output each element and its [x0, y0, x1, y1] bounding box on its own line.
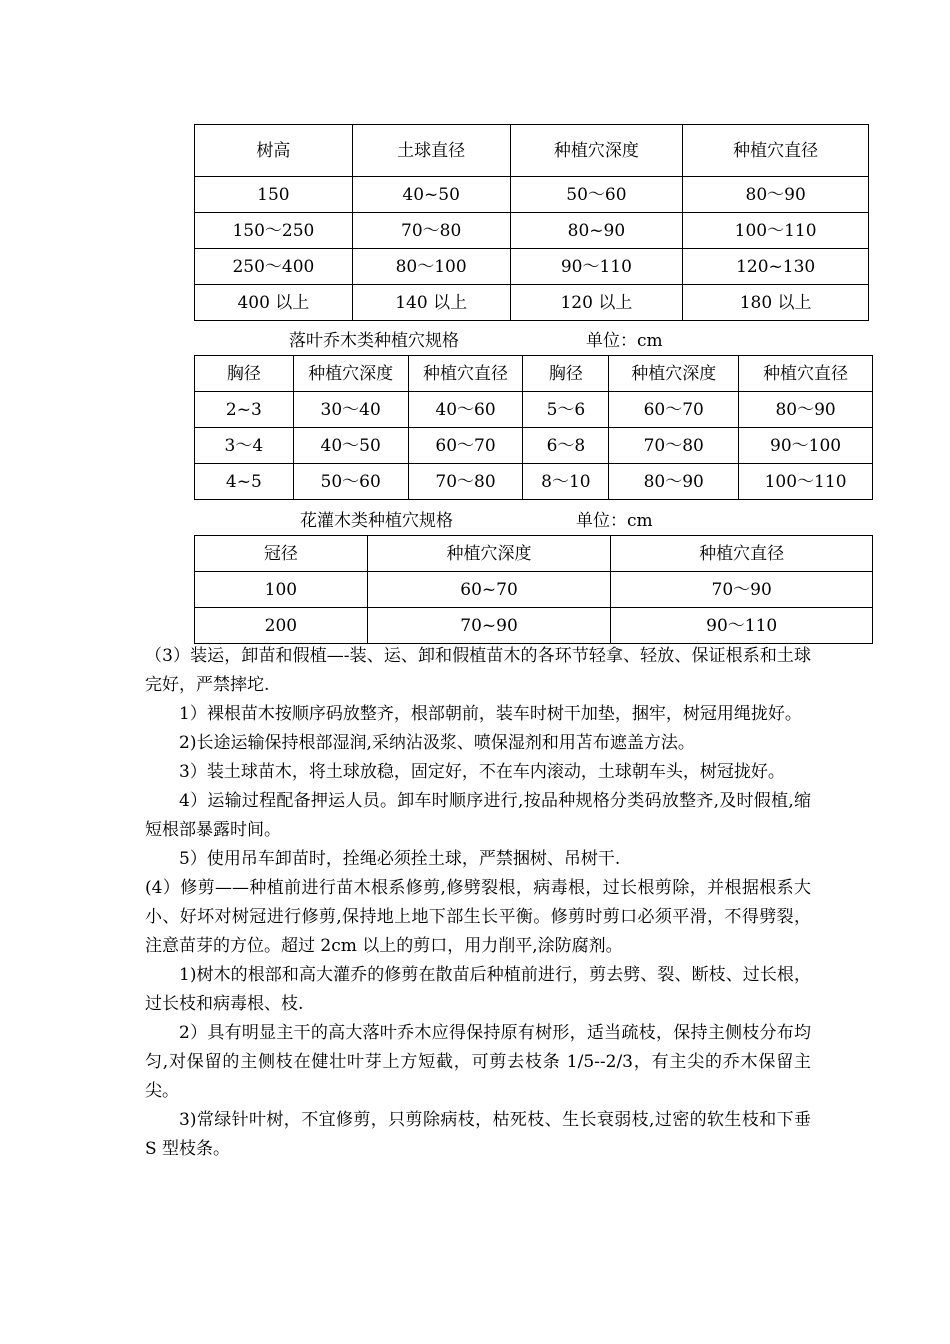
deciduous-tree-caption	[289, 331, 663, 351]
table-cell: 70～80	[408, 464, 523, 500]
header-cell: 种植穴深度	[609, 356, 739, 392]
section-heading-loading: （3）装运，卸苗和假植—-装、运、卸和假植苗木的各环节轻拿、轻放、保证根系和土球完好，严禁摔坨.	[145, 646, 811, 695]
caption-title: 花灌木类种植穴规格	[300, 511, 453, 531]
table-cell: 100～110	[683, 213, 869, 249]
table-cell: 2~3	[195, 392, 294, 428]
table-cell: 40～60	[408, 392, 523, 428]
header-cell: 胸径	[523, 356, 609, 392]
header-cell: 冠径	[195, 536, 368, 572]
table-header-row	[195, 356, 873, 392]
table-cell: 5～6	[523, 392, 609, 428]
table-cell: 60~70	[367, 572, 611, 608]
section-heading-pruning: (4）修剪——种植前进行苗木根系修剪,修劈裂根，病毒根，过长根剪除，并根据根系大小、好坏对树冠进行修剪,保持地上地下部生长平衡。修剪时剪口必须平滑，不得劈裂，注意苗芽的方位。超过 2cm 以上的剪口，用力削平,涂防腐剂。	[145, 878, 811, 956]
table-cell: 30～40	[293, 392, 408, 428]
table-cell: 8～10	[523, 464, 609, 500]
header-cell: 种植穴深度	[510, 125, 683, 177]
table-cell: 40~50	[352, 177, 510, 213]
table-cell: 150～250	[195, 213, 353, 249]
header-cell: 树高	[195, 125, 353, 177]
shrub-caption	[300, 511, 653, 531]
table-row	[195, 572, 873, 608]
table-cell: 80～90	[609, 464, 739, 500]
table-cell: 90～110	[611, 608, 873, 644]
table-cell: 3～4	[195, 428, 294, 464]
header-cell: 种植穴直径	[739, 356, 873, 392]
table-cell: 50～60	[510, 177, 683, 213]
list-item: 2)长途运输保持根部湿润,采纳沾汲浆、喷保湿剂和用苫布遮盖方法。	[179, 733, 695, 753]
body-text	[145, 642, 811, 1164]
table-cell: 90～110	[510, 249, 683, 285]
table-cell: 150	[195, 177, 353, 213]
tree-height-spec-table	[194, 124, 869, 321]
list-item: 5）使用吊车卸苗时，拴绳必须拴土球，严禁捆树、吊树干.	[179, 849, 621, 869]
table-cell: 90～100	[739, 428, 873, 464]
header-cell: 种植穴直径	[683, 125, 869, 177]
table-cell: 80～90	[739, 392, 873, 428]
deciduous-tree-spec-table	[194, 355, 873, 500]
table-cell: 60～70	[609, 392, 739, 428]
table-row	[195, 392, 873, 428]
table-cell: 6～8	[523, 428, 609, 464]
table-cell: 80～90	[683, 177, 869, 213]
header-cell: 种植穴深度	[293, 356, 408, 392]
table-header-row	[195, 125, 869, 177]
table-cell: 50～60	[293, 464, 408, 500]
table-row	[195, 177, 869, 213]
table-cell: 70～80	[609, 428, 739, 464]
table-cell: 40～50	[293, 428, 408, 464]
table-row	[195, 213, 869, 249]
table-row	[195, 428, 873, 464]
table-cell: 60～70	[408, 428, 523, 464]
table-cell: 80~90	[510, 213, 683, 249]
table-cell: 200	[195, 608, 368, 644]
table-cell: 70～90	[611, 572, 873, 608]
table-row	[195, 608, 873, 644]
table-cell: 120~130	[683, 249, 869, 285]
table-cell: 180 以上	[683, 285, 869, 321]
list-item: 3）装土球苗木，将土球放稳，固定好，不在车内滚动，土球朝车头，树冠拢好。	[179, 762, 785, 782]
table-cell: 80～100	[352, 249, 510, 285]
table-cell: 70~90	[367, 608, 611, 644]
table-cell: 4~5	[195, 464, 294, 500]
list-item: 1）裸根苗木按顺序码放整齐，根部朝前，装车时树干加垫，捆牢，树冠用绳拢好。	[179, 704, 802, 724]
table-cell: 250～400	[195, 249, 353, 285]
header-cell: 胸径	[195, 356, 294, 392]
shrub-spec-table	[194, 535, 873, 644]
header-cell: 种植穴深度	[367, 536, 611, 572]
list-item: 3)常绿针叶树，不宜修剪，只剪除病枝，枯死枝、生长衰弱枝,过密的软生枝和下垂 S 型枝条。	[145, 1110, 811, 1159]
table-row	[195, 249, 869, 285]
list-item: 4）运输过程配备押运人员。卸车时顺序进行,按品种规格分类码放整齐,及时假植,缩短根部暴露时间。	[145, 791, 811, 840]
table-cell: 100	[195, 572, 368, 608]
table-cell: 400 以上	[195, 285, 353, 321]
header-cell: 种植穴直径	[408, 356, 523, 392]
table-cell: 70～80	[352, 213, 510, 249]
caption-unit: 单位：cm	[576, 511, 653, 531]
header-cell: 土球直径	[352, 125, 510, 177]
caption-unit: 单位：cm	[586, 331, 663, 351]
table-row	[195, 464, 873, 500]
caption-title: 落叶乔木类种植穴规格	[289, 331, 459, 351]
table-cell: 100～110	[739, 464, 873, 500]
table-header-row	[195, 536, 873, 572]
table-cell: 140 以上	[352, 285, 510, 321]
list-item: 2）具有明显主干的高大落叶乔木应得保持原有树形，适当疏枝，保持主侧枝分布均匀,对保留的主侧枝在健壮叶芽上方短截，可剪去枝条 1/5--2/3，有主尖的乔木保留主尖。	[145, 1023, 811, 1101]
header-cell: 种植穴直径	[611, 536, 873, 572]
list-item: 1)树木的根部和高大灌乔的修剪在散苗后种植前进行，剪去劈、裂、断枝、过长根，过长枝和病毒根、枝.	[145, 965, 811, 1014]
table-row	[195, 285, 869, 321]
table-cell: 120 以上	[510, 285, 683, 321]
